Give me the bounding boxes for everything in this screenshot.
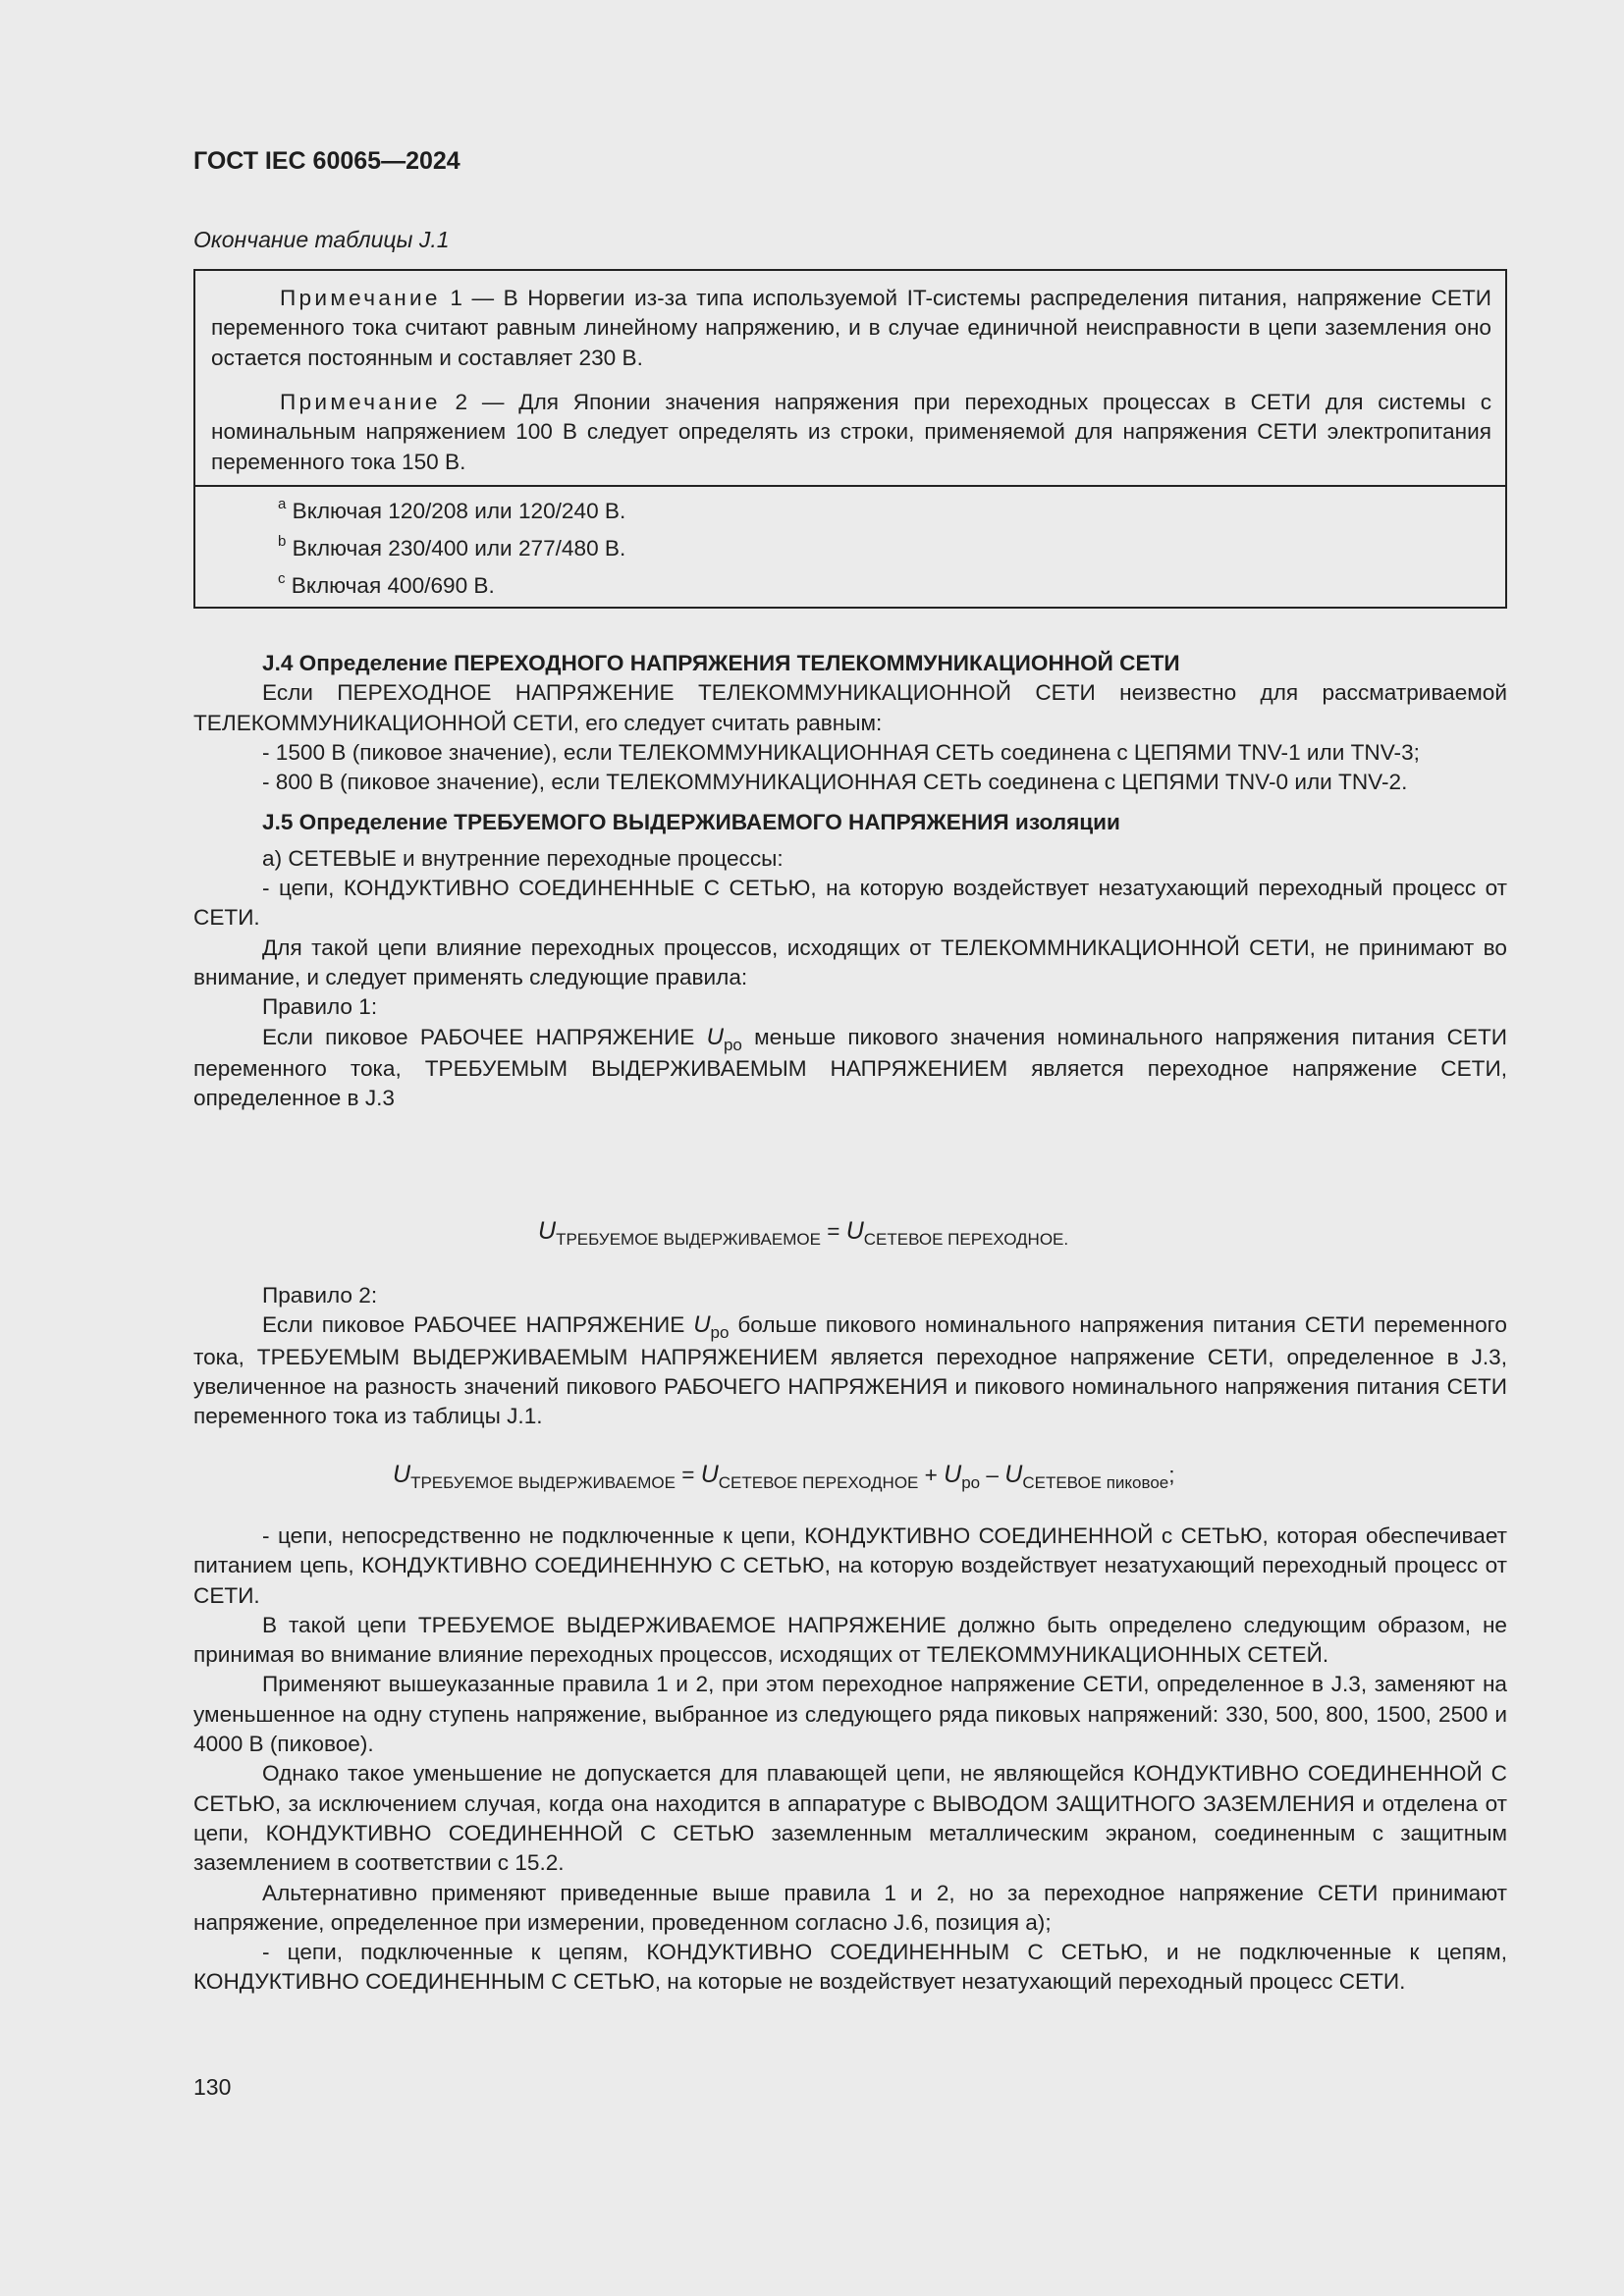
section-j4 xyxy=(193,649,1507,1113)
section-j5-heading: J.5 Определение ТРЕБУЕМОГО ВЫДЕРЖИВАЕМОГО НАПРЯЖЕНИЯ изоляции xyxy=(262,810,1120,835)
footnote-mark: c xyxy=(278,570,286,587)
page-number: 130 xyxy=(193,2074,232,2100)
rule-2-label: Правило 2: xyxy=(262,1283,378,1308)
formula-symbol: U xyxy=(944,1461,962,1488)
formula-subscript: po xyxy=(961,1473,981,1492)
footnote-b xyxy=(278,533,626,561)
formula-symbol: U xyxy=(393,1461,411,1488)
list-item: а) СЕТЕВЫЕ и внутренние переходные процессы: xyxy=(262,845,784,871)
footnote-text: Включая 120/208 или 120/240 В. xyxy=(286,499,626,523)
footnote-mark: b xyxy=(278,533,287,550)
formula-symbol: U xyxy=(700,1461,719,1488)
formula-operator: ; xyxy=(1168,1463,1175,1487)
upo-symbol: U xyxy=(706,1023,724,1050)
footnote-c xyxy=(278,570,495,599)
section-j5-continued xyxy=(193,1522,1507,1998)
rule-2-text xyxy=(193,1310,1507,1431)
rule-1-label: Правило 1: xyxy=(262,994,378,1020)
formula-1 xyxy=(538,1217,1069,1249)
paragraph: Однако такое уменьшение не допускается для плавающей цепи, не являющейся КОНДУКТИВНО СОЕДИНЕННОЙ С СЕТЬЮ, за исключением случая, когда она находится в аппаратуре с ВЫВОДОМ ЗАЩИТНОГО ЗАЗЕМЛЕНИЯ и отделена от цепи, КОНДУКТИВНО СОЕДИНЕННОЙ С СЕТЬЮ заземленным металлическим экраном, соединенным с защитным заземлением в соответствии с 15.2. xyxy=(193,1761,1507,1876)
document-header: ГОСТ IEC 60065—2024 xyxy=(193,147,460,175)
rule-1-text-start: Если пиковое РАБОЧЕЕ НАПРЯЖЕНИЕ xyxy=(262,1024,707,1049)
upo-subscript: po xyxy=(723,1035,742,1054)
list-item: - цепи, подключенные к цепям, КОНДУКТИВНО СОЕДИНЕННЫМ С СЕТЬЮ, и не подключенные к цепям, КОНДУКТИВНО СОЕДИНЕННЫМ С СЕТЬЮ, на которые не воздействует незатухающий переходный процесс СЕТИ. xyxy=(193,1940,1507,1995)
rule-1-text-end: меньше пикового значения номинального напряжения питания СЕТИ переменного тока, ТРЕБУЕМЫМ ВЫДЕРЖИВАЕМЫМ НАПРЯЖЕНИЕМ является переходное напряжение СЕТИ, определенное в J.3 xyxy=(193,1024,1507,1111)
list-item: - цепи, непосредственно не подключенные к цепи, КОНДУКТИВНО СОЕДИНЕННОЙ с СЕТЬЮ, которая обеспечивает питанием цепь, КОНДУКТИВНО СОЕДИНЕННУЮ С СЕТЬЮ, на которую воздействует незатухающий переходный процесс от СЕТИ. xyxy=(193,1523,1507,1608)
rule-2-text-end: больше пикового номинального напряжения питания СЕТИ переменного тока, ТРЕБУЕМЫМ ВЫДЕРЖИВАЕМЫМ НАПРЯЖЕНИЕМ является переходное напряжение СЕТИ, определенное в J.3, увеличенное на разность значений пикового РАБОЧЕГО НАПРЯЖЕНИЯ и пикового номинального напряжения питания СЕТИ переменного тока из таблицы J.1. xyxy=(193,1312,1507,1429)
upo-symbol: U xyxy=(693,1311,711,1339)
formula-symbol: U xyxy=(845,1217,864,1245)
paragraph: Если ПЕРЕХОДНОЕ НАПРЯЖЕНИЕ ТЕЛЕКОММУНИКАЦИОННОЙ СЕТИ неизвестно для рассматриваемой ТЕЛЕКОММУНИКАЦИОННОЙ СЕТИ, его следует считать равным: xyxy=(193,680,1507,735)
formula-operator: + xyxy=(918,1463,945,1487)
formula-operator: = xyxy=(820,1219,846,1244)
footnote-a xyxy=(278,496,626,524)
upo-subscript: po xyxy=(710,1323,730,1343)
rule-2-text-start: Если пиковое РАБОЧЕЕ НАПРЯЖЕНИЕ xyxy=(262,1312,694,1338)
formula-2 xyxy=(393,1461,1175,1492)
rule-2-block xyxy=(193,1281,1507,1431)
notes-table xyxy=(193,269,1507,609)
list-item: - 1500 В (пиковое значение), если ТЕЛЕКОММУНИКАЦИОННАЯ СЕТЬ соединена с ЦЕПЯМИ TNV-1 или TNV-3; xyxy=(262,739,1420,765)
footnote-mark: a xyxy=(278,496,287,512)
note-2-label: Примечание xyxy=(280,390,441,414)
formula-subscript: СЕТЕВОЕ ПЕРЕХОДНОЕ. xyxy=(863,1230,1069,1249)
notes-cell xyxy=(195,271,1505,487)
footnote-text: Включая 400/690 В. xyxy=(285,573,495,598)
note-1-text: 1 — В Норвегии из-за типа используемой IT-системы распределения питания, напряжение СЕТИ переменного тока считают равным линейному напряжению, и в случае единичной неисправности в цепи заземления оно остается постоянным и составляет 230 В. xyxy=(211,286,1491,370)
list-item: - цепи, КОНДУКТИВНО СОЕДИНЕННЫЕ С СЕТЬЮ, на которую воздействует незатухающий переходный процесс от СЕТИ. xyxy=(193,876,1507,931)
formula-operator: = xyxy=(675,1463,701,1487)
list-item: - 800 В (пиковое значение), если ТЕЛЕКОММУНИКАЦИОННАЯ СЕТЬ соединена с ЦЕПЯМИ TNV-0 или TNV-2. xyxy=(262,770,1408,795)
rule-1-text xyxy=(193,1023,1507,1114)
paragraph: Альтернативно применяют приведенные выше правила 1 и 2, но за переходное напряжение СЕТИ принимают напряжение, определенное при измерении, проведенном согласно J.6, позиция а); xyxy=(193,1880,1507,1935)
formula-symbol: U xyxy=(1004,1461,1023,1488)
formula-subscript: ТРЕБУЕМОЕ ВЫДЕРЖИВАЕМОЕ xyxy=(410,1473,676,1492)
note-2 xyxy=(211,388,1491,477)
note-1-label: Примечание xyxy=(280,286,441,310)
formula-subscript: СЕТЕВОЕ ПЕРЕХОДНОЕ xyxy=(718,1473,919,1492)
footnote-text: Включая 230/400 или 277/480 В. xyxy=(286,536,626,561)
note-1 xyxy=(211,284,1491,373)
paragraph: В такой цепи ТРЕБУЕМОЕ ВЫДЕРЖИВАЕМОЕ НАПРЯЖЕНИЕ должно быть определено следующим образом, не принимая во внимание влияние переходных процессов, исходящих от ТЕЛЕКОММУНИКАЦИОННЫХ СЕТЕЙ. xyxy=(193,1612,1507,1668)
note-2-text: 2 — Для Японии значения напряжения при переходных процессах в СЕТИ для системы с номинальным напряжением 100 В следует определять из строки, применяемой для напряжения СЕТИ электропитания переменного тока 150 В. xyxy=(211,390,1491,474)
formula-subscript: ТРЕБУЕМОЕ ВЫДЕРЖИВАЕМОЕ xyxy=(556,1230,821,1249)
formula-symbol: U xyxy=(538,1217,557,1245)
paragraph: Для такой цепи влияние переходных процессов, исходящих от ТЕЛЕКОММНИКАЦИОННОЙ СЕТИ, не принимают во внимание, и следует применять следующие правила: xyxy=(193,934,1507,989)
formula-subscript: СЕТЕВОЕ пиковое xyxy=(1022,1473,1169,1492)
table-caption: Окончание таблицы J.1 xyxy=(193,227,450,252)
formula-operator: – xyxy=(980,1463,1005,1487)
section-j4-heading: J.4 Определение ПЕРЕХОДНОГО НАПРЯЖЕНИЯ ТЕЛЕКОММУНИКАЦИОННОЙ СЕТИ xyxy=(262,651,1180,675)
paragraph: Применяют вышеуказанные правила 1 и 2, при этом переходное напряжение СЕТИ, определенное в J.3, заменяют на уменьшенное на одну ступень напряжение, выбранное из следующего ряда пиковых напряжений: 330, 500, 800, 1500, 2500 и 4000 В (пиковое). xyxy=(193,1672,1507,1757)
